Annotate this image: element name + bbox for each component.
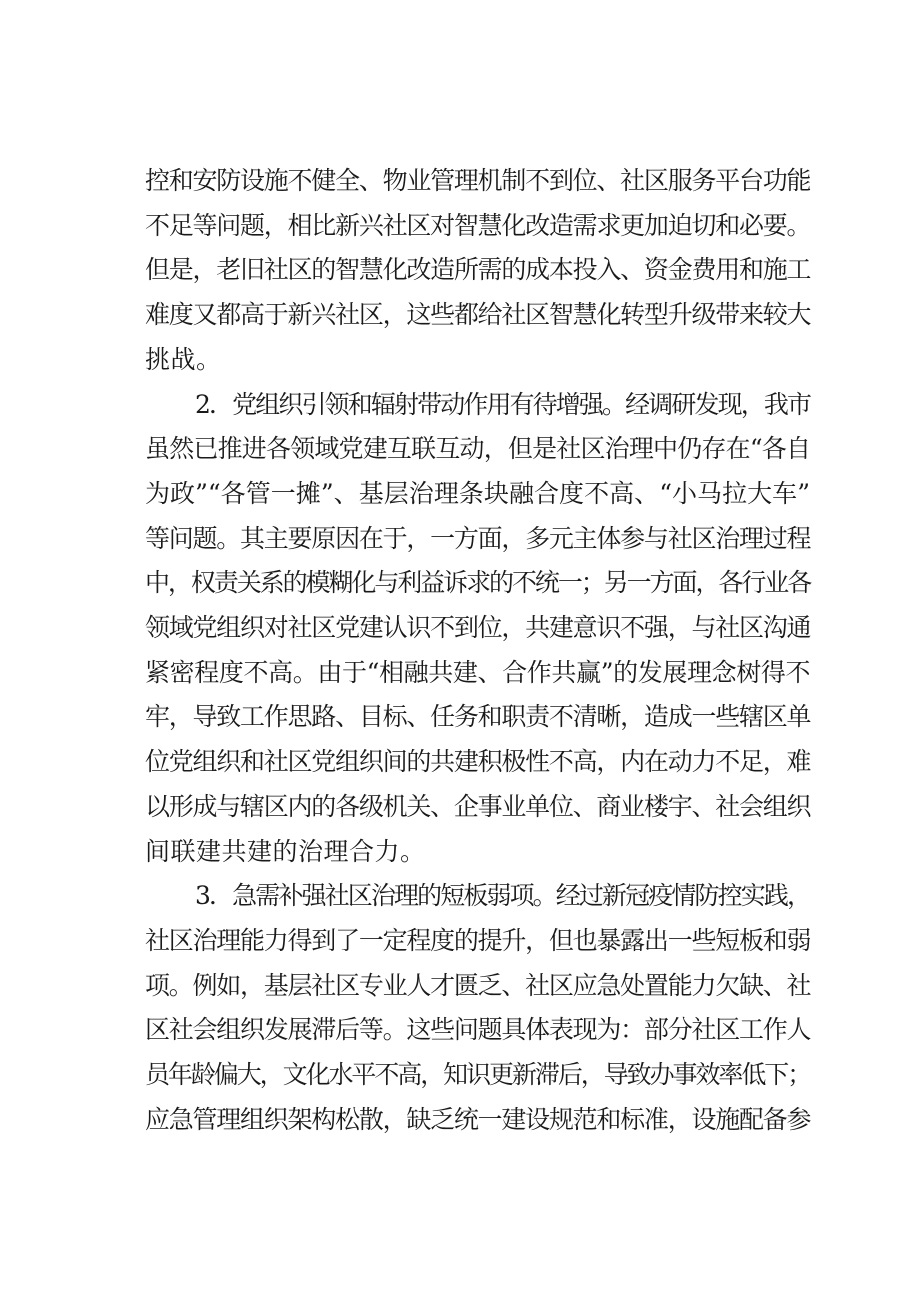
text-line: 牢，导致工作思路、目标、任务和职责不清晰，造成一些辖区单 (145, 702, 810, 732)
text-line: 应急管理组织架构松散，缺乏统一建设规范和标准，设施配备参 (145, 1104, 810, 1134)
text-line: 不足等问题，相比新兴社区对智慧化改造需求更加迫切和必要。 (145, 210, 810, 240)
text-line: 员年龄偏大，文化水平不高，知识更新滞后，导致办事效率低下； (145, 1060, 810, 1090)
text-line: 但是，老旧社区的智慧化改造所需的成本投入、资金费用和施工 (145, 255, 810, 285)
paragraph-1 (145, 159, 810, 383)
paragraph-2 (145, 383, 810, 875)
text-line: 为政”“各管一摊”、基层治理条块融合度不高、“小马拉大车” (145, 478, 810, 508)
text-line-indented: 3．急需补强社区治理的短板弱项。经过新冠疫情防控实践， (195, 881, 810, 911)
text-line: 以形成与辖区内的各级机关、企事业单位、商业楼宇、社会组织 (145, 791, 810, 821)
text-line: 控和安防设施不健全、物业管理机制不到位、社区服务平台功能 (145, 166, 810, 195)
text-line: 中，权责关系的模糊化与利益诉求的不统一；另一方面，各行业各 (145, 568, 810, 598)
text-line: 紧密程度不高。由于“相融共建、合作共赢”的发展理念树得不 (145, 657, 810, 687)
text-line: 项。例如，基层社区专业人才匮乏、社区应急处置能力欠缺、社 (145, 970, 810, 1000)
text-line-indented: 2．党组织引领和辐射带动作用有待增强。经调研发现，我市 (195, 389, 810, 419)
text-line: 挑战。 (145, 344, 222, 374)
text-line: 间联建共建的治理合力。 (145, 836, 426, 866)
text-line: 虽然已推进各领域党建互联互动，但是社区治理中仍存在“各自 (145, 434, 810, 464)
text-line: 区社会组织发展滞后等。这些问题具体表现为：部分社区工作人 (145, 1015, 810, 1045)
text-line: 领域党组织对社区党建认识不到位，共建意识不强，与社区沟通 (145, 613, 810, 643)
text-line: 难度又都高于新兴社区，这些都给社区智慧化转型升级带来较大 (145, 300, 810, 330)
paragraph-3 (145, 874, 810, 1142)
text-line: 位党组织和社区党组织间的共建积极性不高，内在动力不足，难 (145, 747, 810, 777)
text-line: 社区治理能力得到了一定程度的提升，但也暴露出一些短板和弱 (145, 925, 810, 955)
document-body (145, 159, 810, 1142)
text-line: 等问题。其主要原因在于，一方面，多元主体参与社区治理过程 (145, 523, 810, 553)
